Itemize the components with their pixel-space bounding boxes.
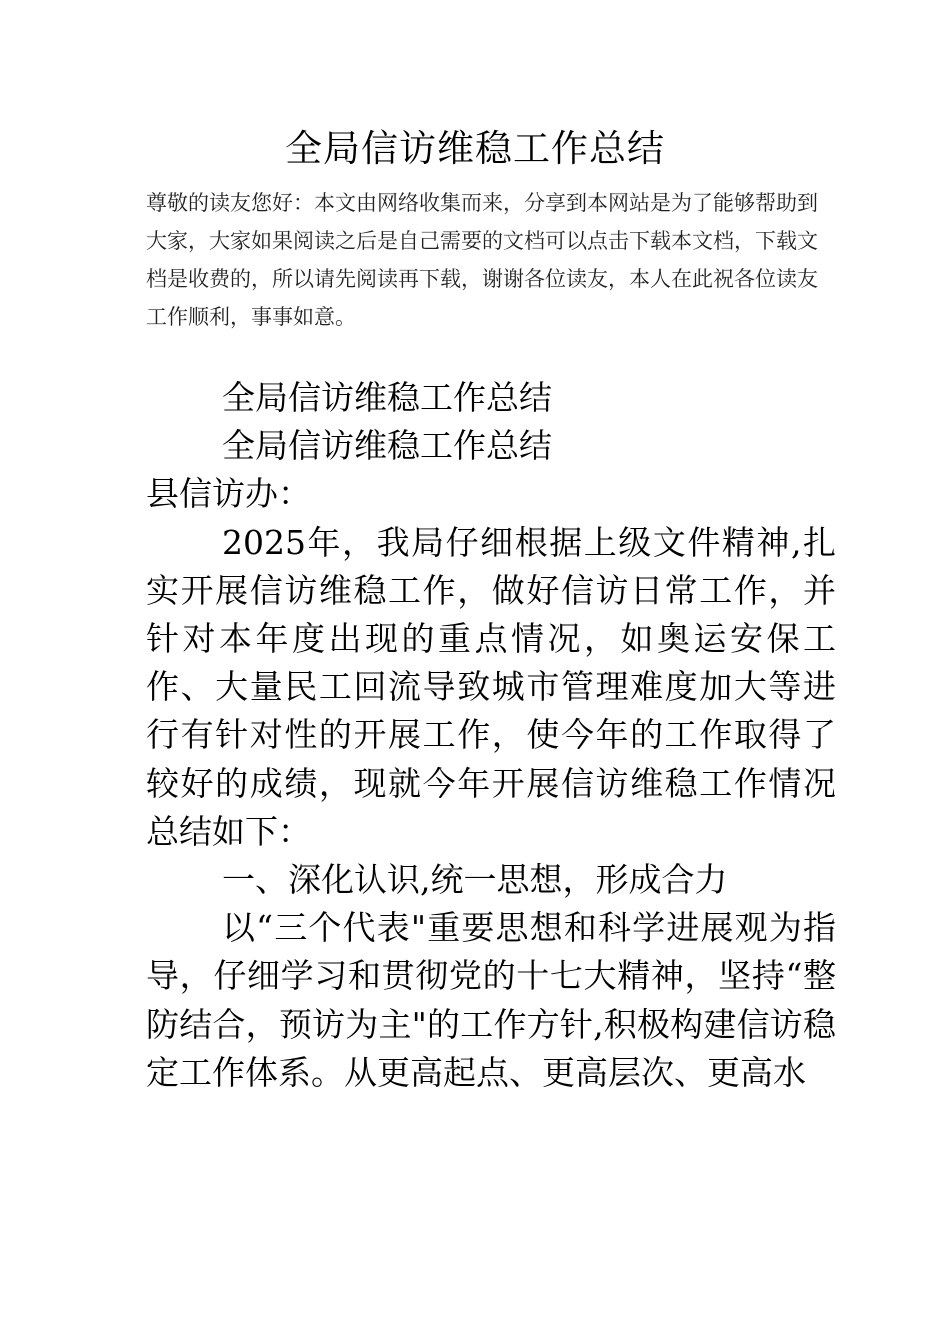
body-heading-2: 全局信访维稳工作总结 [222,426,552,466]
paragraph-2: 以“三个代表"重要思想和科学进展观为指导，仔细学习和贯彻党的十七大精神，坚持“整防结合，预访为主"的工作方针,积极构建信访稳定工作体系。从更高起点、更高层次、更高水 [146,908,836,1092]
document-body [146,374,836,1097]
addressee: 县信访办： [146,474,311,514]
document-title: 全局信访维稳工作总结 [285,127,665,170]
body-heading-1: 全局信访维稳工作总结 [222,378,552,417]
section-1-heading: 一、深化认识,统一思想，形成合力 [222,860,728,900]
paragraph-1: 2025年，我局仔细根据上级文件精神,扎实开展信访维稳工作，做好信访日常工作，并针对本年度出现的重点情况，如奥运安保工作、大量民工回流导致城市管理难度加大等进行有针对性的开展工作，使今年的工作取得了较好的成绩，现就今年开展信访维稳工作情况总结如下： [146,522,836,851]
download-notice: 尊敬的读友您好：本文由网络收集而来，分享到本网站是为了能够帮助到大家，大家如果阅读之后是自己需要的文档可以点击下载本文档，下载文档是收费的，所以请先阅读再下载，谢谢各位读友，本人在此祝各位读友工作顺利，事事如意。 [146,191,818,329]
